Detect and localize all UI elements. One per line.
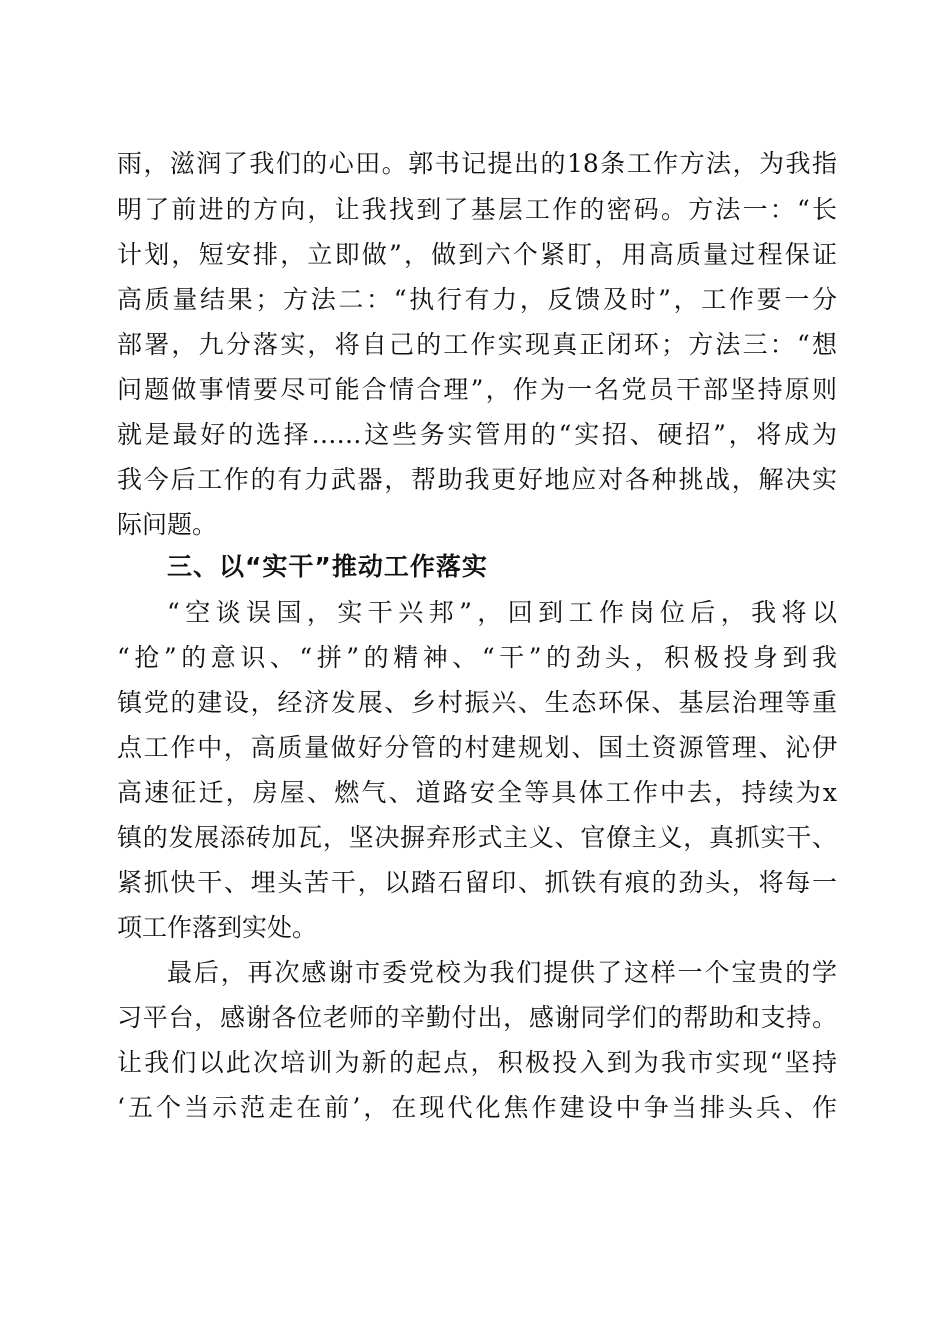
text-line: 点工作中，高质量做好分管的村建规划、国土资源管理、沁伊 [117, 733, 837, 762]
text-line: 最后，再次感谢市委党校为我们提供了这样一个宝贵的学 [167, 958, 837, 987]
text-line: 紧抓快干、埋头苦干，以踏石留印、抓铁有痕的劲头，将每一 [117, 868, 837, 897]
text-line: 就是最好的选择……这些务实管用的“实招、硬招”，将成为 [117, 420, 837, 449]
text-line: 明了前进的方向，让我找到了基层工作的密码。方法一：“长 [117, 195, 837, 224]
text-line: 问题做事情要尽可能合情合理”，作为一名党员干部坚持原则 [117, 375, 837, 404]
text-line: ‘五个当示范走在前’，在现代化焦作建设中争当排头兵、作 [117, 1093, 837, 1122]
text-line: “抢”的意识、“拼”的精神、“干”的劲头，积极投身到我 [117, 643, 837, 672]
text-line: 让我们以此次培训为新的起点，积极投入到为我市实现“坚持 [117, 1048, 837, 1077]
text-line: 高质量结果；方法二：“执行有力，反馈及时”，工作要一分 [117, 285, 837, 314]
text-line: 部署，九分落实，将自己的工作实现真正闭环；方法三：“想 [117, 330, 837, 359]
text-line: 习平台，感谢各位老师的辛勤付出，感谢同学们的帮助和支持。 [117, 1003, 837, 1032]
text-line: 镇的发展添砖加瓦，坚决摒弃形式主义、官僚主义，真抓实干、 [117, 823, 837, 852]
text-line: 我今后工作的有力武器，帮助我更好地应对各种挑战，解决实 [117, 465, 837, 494]
text-line: 际问题。 [117, 510, 218, 539]
text-line: 计划，短安排，立即做”，做到六个紧盯，用高质量过程保证 [117, 240, 837, 269]
section-heading: 三、以“实干”推动工作落实 [167, 552, 488, 581]
text-line: 雨，滋润了我们的心田。郭书记提出的18条工作方法，为我指 [117, 149, 837, 178]
text-line: “空谈误国，实干兴邦”，回到工作岗位后，我将以 [167, 598, 837, 627]
text-line: 镇党的建设，经济发展、乡村振兴、生态环保、基层治理等重 [117, 688, 837, 717]
text-line: 高速征迁，房屋、燃气、道路安全等具体工作中去，持续为x [117, 778, 837, 807]
text-line: 项工作落到实处。 [117, 913, 318, 942]
